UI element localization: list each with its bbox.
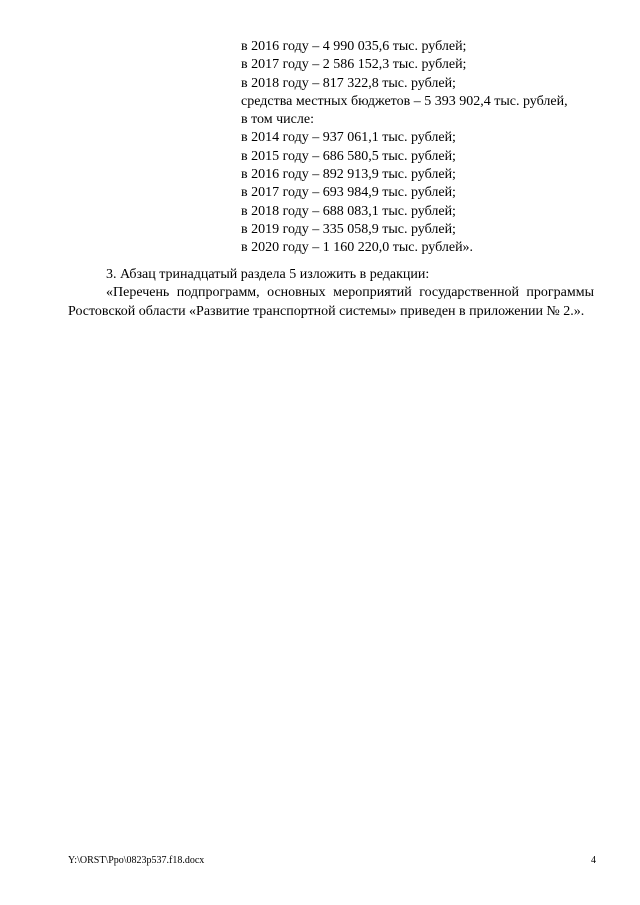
local-line-2018: в 2018 году – 688 083,1 тыс. рублей;	[241, 203, 456, 219]
amendment-item-heading: 3. Абзац тринадцатый раздела 5 изложить в редакции:	[106, 267, 430, 282]
local-line-2015: в 2015 году – 686 580,5 тыс. рублей;	[241, 148, 456, 164]
local-line-2014: в 2014 году – 937 061,1 тыс. рублей;	[241, 130, 456, 146]
local-line-2017: в 2017 году – 693 984,9 тыс. рублей;	[241, 185, 456, 201]
amendment-section	[68, 266, 594, 321]
financing-line-2018: в 2018 году – 817 322,8 тыс. рублей;	[241, 75, 456, 91]
including-label: в том числе:	[241, 112, 314, 128]
page-number: 4	[591, 855, 596, 866]
financing-line-2017: в 2017 году – 2 586 152,3 тыс. рублей;	[241, 57, 467, 73]
local-budgets-total: средства местных бюджетов – 5 393 902,4 тыс. рублей,	[241, 93, 568, 109]
local-line-2020: в 2020 году – 1 160 220,0 тыс. рублей».	[241, 240, 474, 256]
financing-list	[241, 38, 601, 258]
financing-line-2016: в 2016 году – 4 990 035,6 тыс. рублей;	[241, 39, 467, 54]
local-line-2019: в 2019 году – 335 058,9 тыс. рублей;	[241, 221, 456, 237]
local-line-2016: в 2016 году – 892 913,9 тыс. рублей;	[241, 167, 456, 183]
amendment-quoted-text: «Перечень подпрограмм, основных мероприятий государственной программы Ростовской области «Развитие транспортной системы» приведен в приложении № 2.».	[68, 285, 594, 319]
footer-file-path: Y:\ORST\Ppo\0823p537.f18.docx	[68, 855, 205, 866]
